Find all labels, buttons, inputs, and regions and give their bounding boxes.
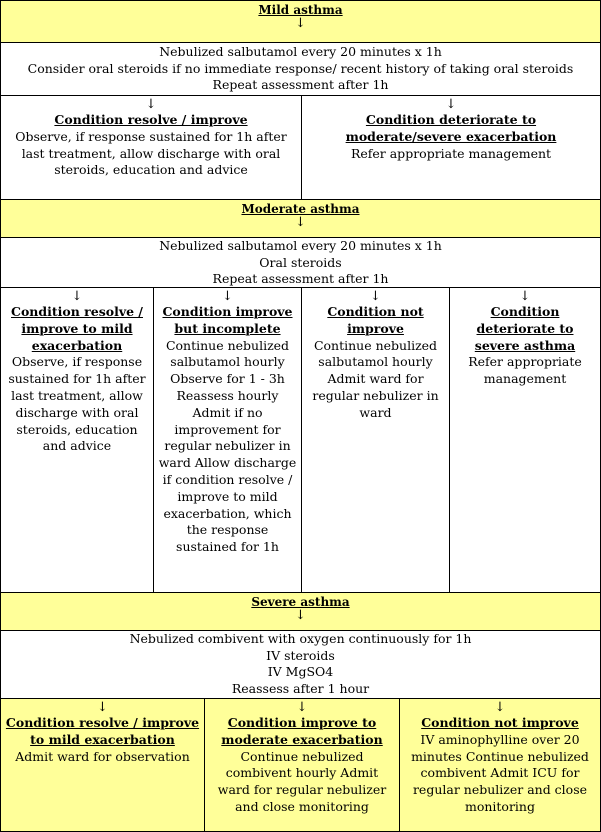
- severe-treatment-box: [1, 631, 600, 699]
- moderate-asthma-title: Moderate asthma: [241, 202, 360, 216]
- down-arrow-icon: ↓: [370, 289, 381, 304]
- treatment-line: Nebulized combivent with oxygen continuously for 1h: [129, 631, 472, 646]
- outcome-body: Refer appropriate management: [350, 145, 552, 161]
- down-arrow-icon: ↓: [145, 97, 157, 112]
- mild-asthma-band: [1, 1, 600, 43]
- outcome-heading: Condition improve to moderate exacerbation: [221, 715, 383, 747]
- down-arrow-icon: ↓: [445, 97, 457, 112]
- outcome-heading: Condition deteriorate to severe asthma: [474, 304, 576, 353]
- outcome-heading: Condition not improve: [421, 715, 579, 730]
- moderate-treatment-box: [1, 238, 600, 288]
- severe-outcome-resolve: [1, 699, 204, 831]
- severe-asthma-band: [1, 593, 600, 631]
- outcome-heading: Condition improve but incomplete: [162, 304, 293, 336]
- treatment-line: Reassess after 1 hour: [231, 680, 370, 696]
- treatment-line: Oral steroids: [259, 254, 342, 270]
- outcome-body: Continue nebulized salbutamol hourly Admit ward for regular nebulizer in ward: [312, 337, 439, 420]
- mild-outcomes-row: [1, 96, 600, 200]
- down-arrow-icon: ↓: [295, 215, 306, 230]
- outcome-body: Admit ward for observation: [15, 748, 190, 764]
- outcome-heading: Condition resolve / improve to mild exacerbation: [11, 304, 143, 353]
- treatment-line: IV steroids: [266, 647, 335, 663]
- treatment-line: IV MgSO4: [267, 664, 334, 679]
- moderate-outcome-incomplete: [154, 288, 301, 592]
- mild-asthma-title: Mild asthma: [258, 3, 343, 17]
- outcome-body: Refer appropriate management: [468, 354, 582, 387]
- mild-treatment-box: [1, 43, 600, 96]
- severe-outcome-not-improve: [400, 699, 600, 831]
- down-arrow-icon: ↓: [295, 608, 306, 623]
- moderate-outcome-not-improve: [302, 288, 449, 592]
- outcome-body: IV aminophylline over 20 minutes Continue nebulized combivent Admit ICU for regular nebulizer and close monitoring: [411, 731, 589, 814]
- mild-outcome-resolve: [1, 96, 301, 199]
- severe-outcomes-row: [1, 699, 600, 831]
- moderate-outcome-deteriorate: [450, 288, 600, 592]
- mild-outcome-deteriorate: [302, 96, 600, 199]
- moderate-outcomes-row: [1, 288, 600, 593]
- severe-outcome-moderate: [205, 699, 399, 831]
- treatment-line: Repeat assessment after 1h: [212, 77, 389, 92]
- down-arrow-icon: ↓: [494, 700, 506, 715]
- severe-asthma-title: Severe asthma: [251, 595, 350, 609]
- moderate-outcome-resolve: [1, 288, 153, 592]
- treatment-line: Repeat assessment after 1h: [212, 271, 389, 286]
- treatment-line: Nebulized salbutamol every 20 minutes x 1h: [159, 238, 442, 253]
- down-arrow-icon: ↓: [71, 289, 83, 304]
- treatment-line: Consider oral steroids if no immediate response/ recent history of taking oral steroids: [27, 60, 574, 76]
- outcome-body: Observe, if response sustained for 1h after last treatment, allow discharge with oral steroids, education and advice: [15, 128, 287, 178]
- down-arrow-icon: ↓: [519, 289, 531, 304]
- outcome-heading: Condition not improve: [327, 304, 424, 336]
- moderate-asthma-band: [1, 200, 600, 238]
- outcome-body: Continue nebulized salbutamol hourly Observe for 1 - 3h Reassess hourly Admit if no improvement for regular nebulizer in ward Allow discharge if condition resolve / improve to mild exacerbation, which the response sustained for 1h: [158, 337, 297, 555]
- treatment-line: Nebulized salbutamol every 20 minutes x 1h: [159, 44, 442, 59]
- outcome-heading: Condition resolve / improve: [54, 112, 248, 127]
- down-arrow-icon: ↓: [295, 16, 306, 31]
- outcome-body: Continue nebulized combivent hourly Admit ward for regular nebulizer and close monitoring: [217, 748, 387, 814]
- down-arrow-icon: ↓: [296, 700, 308, 715]
- outcome-body: Observe, if response sustained for 1h after last treatment, allow discharge with oral steroids, education and advice: [8, 354, 146, 454]
- outcome-heading: Condition deteriorate to moderate/severe exacerbation: [345, 112, 557, 144]
- outcome-heading: Condition resolve / improve to mild exacerbation: [5, 715, 200, 747]
- down-arrow-icon: ↓: [222, 289, 233, 304]
- down-arrow-icon: ↓: [97, 700, 108, 715]
